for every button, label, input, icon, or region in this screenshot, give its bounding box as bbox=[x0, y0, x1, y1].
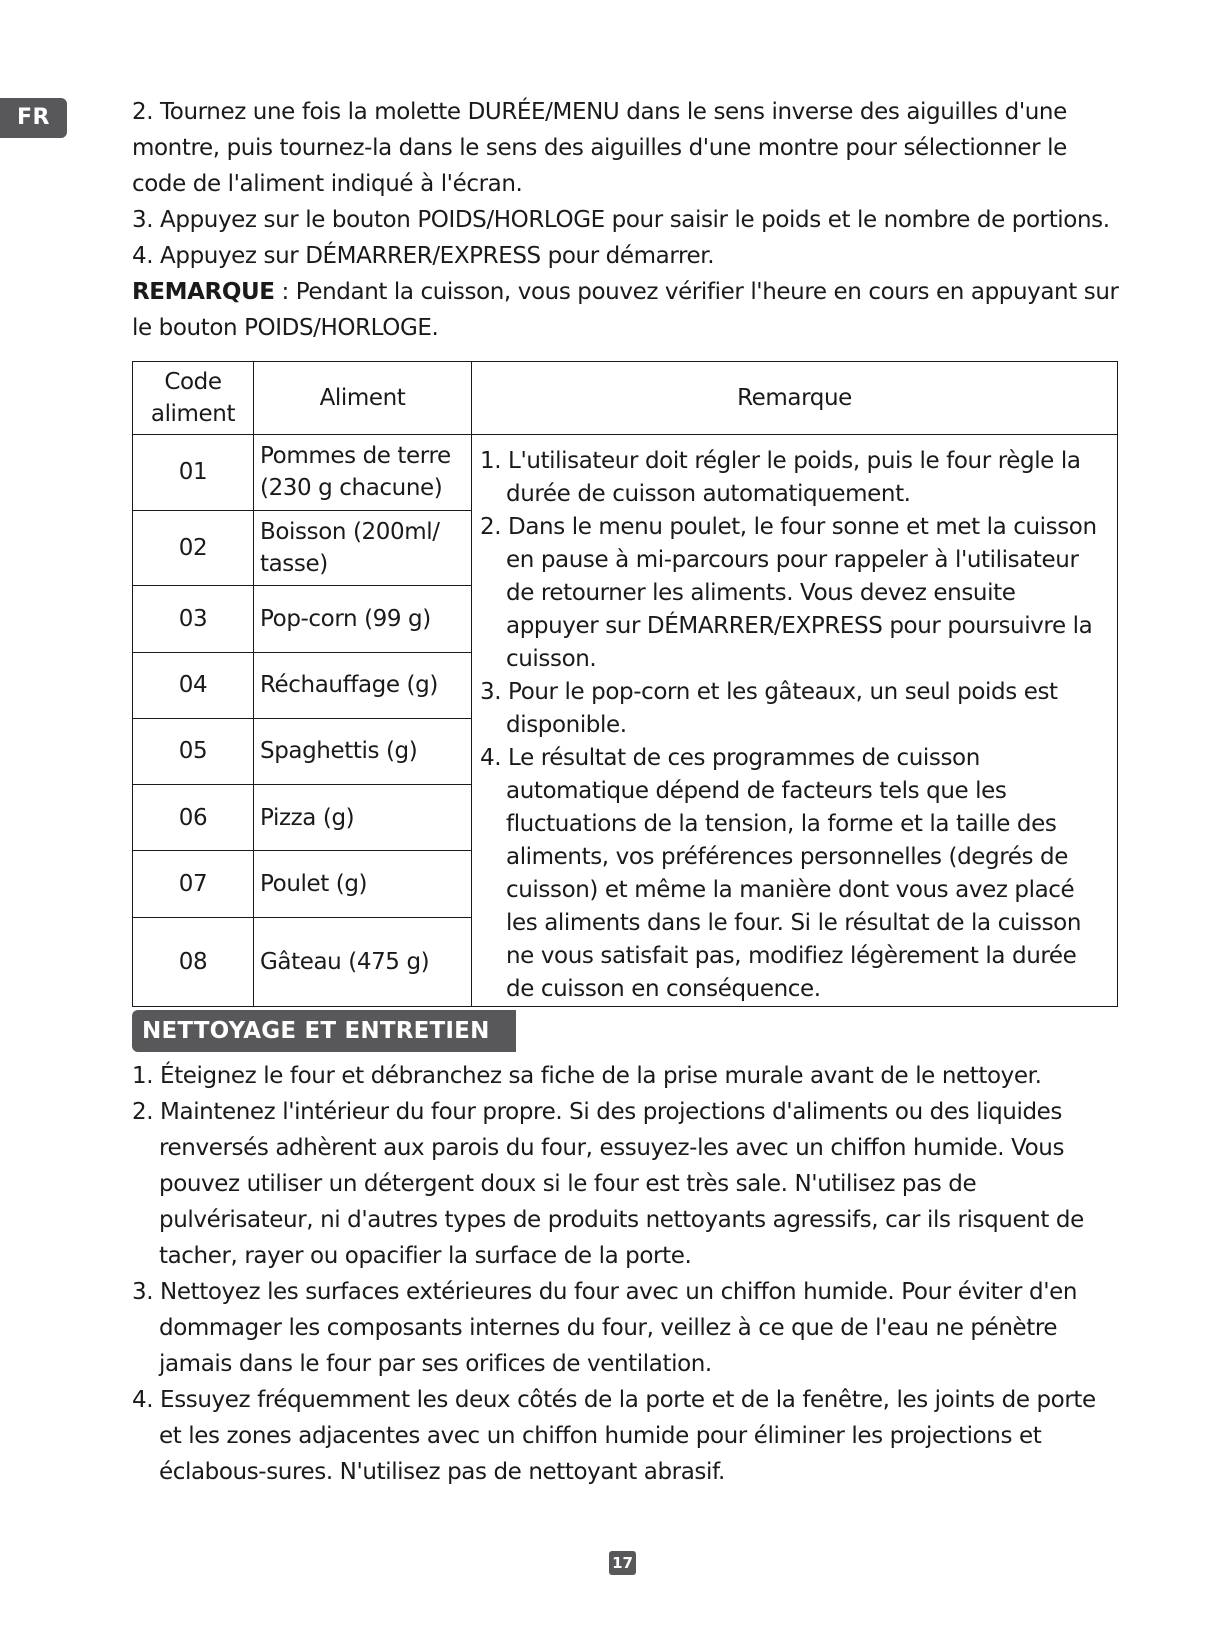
remark-item: 2. Dans le menu poulet, le four sonne et met la cuisson en pause à mi-parcours pour rappeler à l'utilisateur de retourner les aliments. Vous devez ensuite appuyer sur DÉMARRER/EXPRESS pour poursuivre la cuisson. bbox=[480, 514, 1097, 672]
table-header-row bbox=[133, 362, 1118, 435]
cleaning-item: 4. Essuyez fréquemment les deux côtés de la porte et de la fenêtre, les joints de porte et les zones adjacentes avec un chiffon humide pour éliminer les projections et éclabous-sures. N'utilisez pas de nettoyant abrasif. bbox=[132, 1387, 1096, 1485]
step-4: 4. Appuyez sur DÉMARRER/EXPRESS pour démarrer. bbox=[132, 243, 715, 269]
food-name: Boisson (200ml/ tasse) bbox=[254, 510, 472, 586]
food-name: Gâteau (475 g) bbox=[254, 917, 472, 1006]
note bbox=[132, 274, 1122, 346]
food-name: Poulet (g) bbox=[254, 851, 472, 917]
food-name: Pommes de terre (230 g chacune) bbox=[254, 435, 472, 511]
header-code: Code aliment bbox=[133, 362, 254, 435]
step-3: 3. Appuyez sur le bouton POIDS/HORLOGE pour saisir le poids et le nombre de portions. bbox=[132, 207, 1110, 233]
cleaning-item: 1. Éteignez le four et débranchez sa fiche de la prise murale avant de le nettoyer. bbox=[132, 1063, 1042, 1089]
food-code: 05 bbox=[133, 718, 254, 784]
food-code: 08 bbox=[133, 917, 254, 1006]
table-row bbox=[133, 435, 1118, 511]
food-code: 07 bbox=[133, 851, 254, 917]
food-code: 06 bbox=[133, 785, 254, 851]
food-code: 03 bbox=[133, 586, 254, 652]
cleaning-item: 2. Maintenez l'intérieur du four propre. Si des projections d'aliments ou des liquides renversés adhèrent aux parois du four, essuyez-les avec un chiffon humide. Vous pouvez utiliser un détergent doux si le four est très sale. N'utilisez pas de pulvérisateur, ni d'autres types de produits nettoyants agressifs, car ils risquent de tacher, rayer ou opacifier la surface de la porte. bbox=[132, 1099, 1084, 1269]
remark-item: 4. Le résultat de ces programmes de cuisson automatique dépend de facteurs tels que les fluctuations de la tension, la forme et la taille des aliments, vos préférences personnelles (degrés de cuisson) et même la manière dont vous avez placé les aliments dans le four. Si le résultat de la cuisson ne vous satisfait pas, modifiez légèrement la durée de cuisson en conséquence. bbox=[480, 745, 1082, 1002]
intro-steps bbox=[132, 94, 1122, 346]
header-food: Aliment bbox=[254, 362, 472, 435]
cleaning-list bbox=[132, 1058, 1122, 1490]
header-remark: Remarque bbox=[472, 362, 1118, 435]
food-name: Pizza (g) bbox=[254, 785, 472, 851]
step-2: 2. Tournez une fois la molette DURÉE/MENU dans le sens inverse des aiguilles d'une montre, puis tournez-la dans le sens des aiguilles d'une montre pour sélectionner le code de l'aliment indiqué à l'écran. bbox=[132, 99, 1067, 197]
note-label: REMARQUE bbox=[132, 279, 275, 305]
cleaning-item: 3. Nettoyez les surfaces extérieures du four avec un chiffon humide. Pour éviter d'en dommager les composants internes du four, veillez à ce que de l'eau ne pénètre jamais dans le four par ses orifices de ventilation. bbox=[132, 1279, 1078, 1377]
page-number: 17 bbox=[609, 1551, 636, 1575]
remarks-list bbox=[480, 445, 1111, 1006]
food-name: Spaghettis (g) bbox=[254, 718, 472, 784]
food-name: Réchauffage (g) bbox=[254, 652, 472, 718]
remarks-cell bbox=[472, 435, 1118, 1007]
food-code: 02 bbox=[133, 510, 254, 586]
remark-item: 3. Pour le pop-corn et les gâteaux, un seul poids est disponible. bbox=[480, 679, 1058, 738]
food-code: 01 bbox=[133, 435, 254, 511]
food-name: Pop-corn (99 g) bbox=[254, 586, 472, 652]
food-code-table bbox=[132, 361, 1118, 1007]
note-text: : Pendant la cuisson, vous pouvez vérifier l'heure en cours en appuyant sur le bouton POIDS/HORLOGE. bbox=[132, 279, 1119, 341]
remark-item: 1. L'utilisateur doit régler le poids, puis le four règle la durée de cuisson automatiquement. bbox=[480, 448, 1081, 507]
language-tab: FR bbox=[0, 98, 67, 138]
section-title-cleaning: NETTOYAGE ET ENTRETIEN bbox=[132, 1010, 516, 1052]
food-code: 04 bbox=[133, 652, 254, 718]
